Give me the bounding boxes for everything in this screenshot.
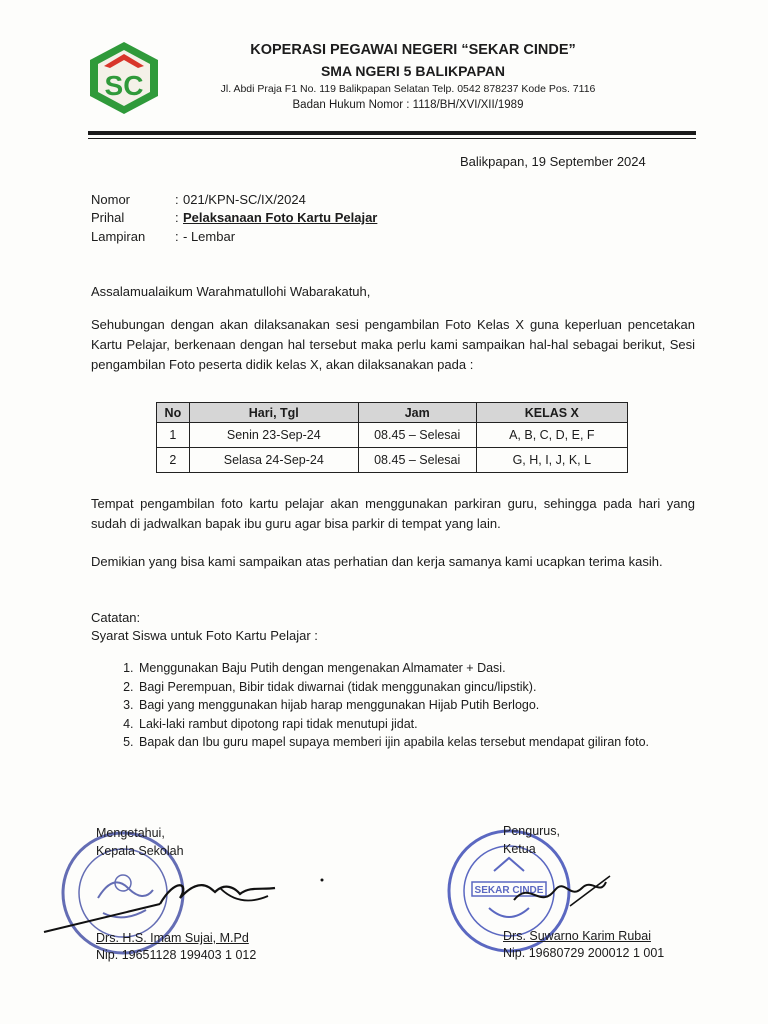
cooperative-logo bbox=[86, 40, 162, 116]
school-name: SMA NGERI 5 BALIKPAPAN bbox=[320, 63, 506, 79]
table-header-cell: Jam bbox=[358, 403, 476, 423]
meta-separator: : bbox=[175, 210, 179, 225]
legal-registration: Badan Hukum Nomor : 1118/BH/XVI/XII/1989 bbox=[292, 99, 524, 111]
table-header-row bbox=[157, 403, 628, 423]
organization-address: Jl. Abdi Praja F1 No. 119 Balikpapan Selatan Telp. 0542 878237 Kode Pos. 7116 bbox=[220, 83, 596, 95]
letterhead-divider-thin bbox=[88, 138, 696, 139]
meta-key: Nomor bbox=[91, 192, 131, 207]
right-sign-role: Ketua bbox=[503, 842, 536, 856]
meta-row-attachment bbox=[91, 229, 235, 244]
schedule-table bbox=[156, 402, 628, 473]
notes-label: Catatan: bbox=[91, 610, 141, 625]
logo-lettering: SC bbox=[104, 70, 144, 101]
table-row bbox=[157, 448, 628, 473]
right-signature-icon bbox=[510, 870, 620, 920]
greeting: Assalamualaikum Warahmatullohi Wabarakatuh, bbox=[91, 284, 371, 299]
left-sign-role: Kepala Sekolah bbox=[96, 844, 184, 858]
table-cell: 08.45 – Selesai bbox=[358, 423, 476, 448]
meta-separator: : bbox=[175, 229, 179, 244]
closing-paragraph: Demikian yang bisa kami sampaikan atas perhatian dan kerja samanya kami ucapkan terima kasih. bbox=[91, 554, 663, 569]
left-sign-line1: Mengetahui, bbox=[96, 826, 165, 840]
requirements-title: Syarat Siswa untuk Foto Kartu Pelajar : bbox=[91, 628, 318, 643]
table-row bbox=[157, 423, 628, 448]
intro-paragraph: Sehubungan dengan akan dilaksanakan sesi pengambilan Foto Kelas X guna keperluan pencetakan Kartu Pelajar, berkenaan dengan hal tersebut maka perlu kami sampaikan hal-hal sebagai berikut, Sesi pengambilan Foto peserta didik kelas X, akan dilaksanakan pada : bbox=[91, 317, 695, 372]
meta-separator: : bbox=[175, 192, 179, 207]
right-signer-name: Drs. Suwarno Karim Rubai bbox=[503, 929, 651, 943]
left-signer-name: Drs. H.S. Imam Sujai, M.Pd bbox=[96, 931, 249, 945]
letterhead-divider bbox=[88, 131, 696, 135]
table-cell: 08.45 – Selesai bbox=[358, 448, 476, 473]
organization-name: KOPERASI PEGAWAI NEGERI “SEKAR CINDE” bbox=[250, 42, 576, 58]
list-item: 2. Bagi Perempuan, Bibir tidak diwarnai (tidak menggunakan gincu/lipstik). bbox=[137, 678, 727, 697]
table-cell: G, H, I, J, K, L bbox=[476, 448, 627, 473]
right-sign-line1: Pengurus, bbox=[503, 824, 560, 838]
meta-value: - Lembar bbox=[183, 229, 236, 244]
left-signature-icon bbox=[40, 868, 330, 938]
meta-key: Prihal bbox=[91, 210, 125, 225]
meta-row-number bbox=[91, 192, 306, 207]
stamp-lettering: SEKAR CINDE bbox=[474, 885, 544, 896]
letter-date: Balikpapan, 19 September 2024 bbox=[460, 154, 646, 169]
list-item: 4. Laki-laki rambut dipotong rapi tidak menutupi jidat. bbox=[137, 715, 727, 734]
table-cell: 2 bbox=[157, 448, 190, 473]
table-cell: Selasa 24-Sep-24 bbox=[189, 448, 358, 473]
meta-value: Pelaksanaan Foto Kartu Pelajar bbox=[183, 210, 378, 225]
right-signer-nip: Nip. 19680729 200012 1 001 bbox=[503, 946, 665, 960]
meta-row-subject bbox=[91, 210, 377, 225]
list-item: 3. Bagi yang menggunakan hijab harap menggunakan Hijab Putih Berlogo. bbox=[137, 696, 727, 715]
list-item: 1. Menggunakan Baju Putih dengan mengenakan Almamater + Dasi. bbox=[137, 659, 727, 678]
requirements-list bbox=[112, 659, 727, 752]
table-cell: 1 bbox=[157, 423, 190, 448]
table-cell: Senin 23-Sep-24 bbox=[189, 423, 358, 448]
table-header-cell: KELAS X bbox=[476, 403, 627, 423]
meta-value: 021/KPN-SC/IX/2024 bbox=[183, 192, 306, 207]
table-header-cell: No bbox=[157, 403, 190, 423]
location-paragraph: Tempat pengambilan foto kartu pelajar akan menggunakan parkiran guru, sehingga pada hari yang sudah di jadwalkan bapak ibu guru agar bisa parkir di tempat yang lain. bbox=[91, 496, 695, 531]
left-signer-nip: Nip. 19651128 199403 1 012 bbox=[96, 948, 257, 962]
table-cell: A, B, C, D, E, F bbox=[476, 423, 627, 448]
table-header-cell: Hari, Tgl bbox=[189, 403, 358, 423]
meta-key: Lampiran bbox=[91, 229, 146, 244]
list-item: 5. Bapak dan Ibu guru mapel supaya memberi ijin apabila kelas tersebut mendapat giliran foto. bbox=[137, 733, 727, 752]
